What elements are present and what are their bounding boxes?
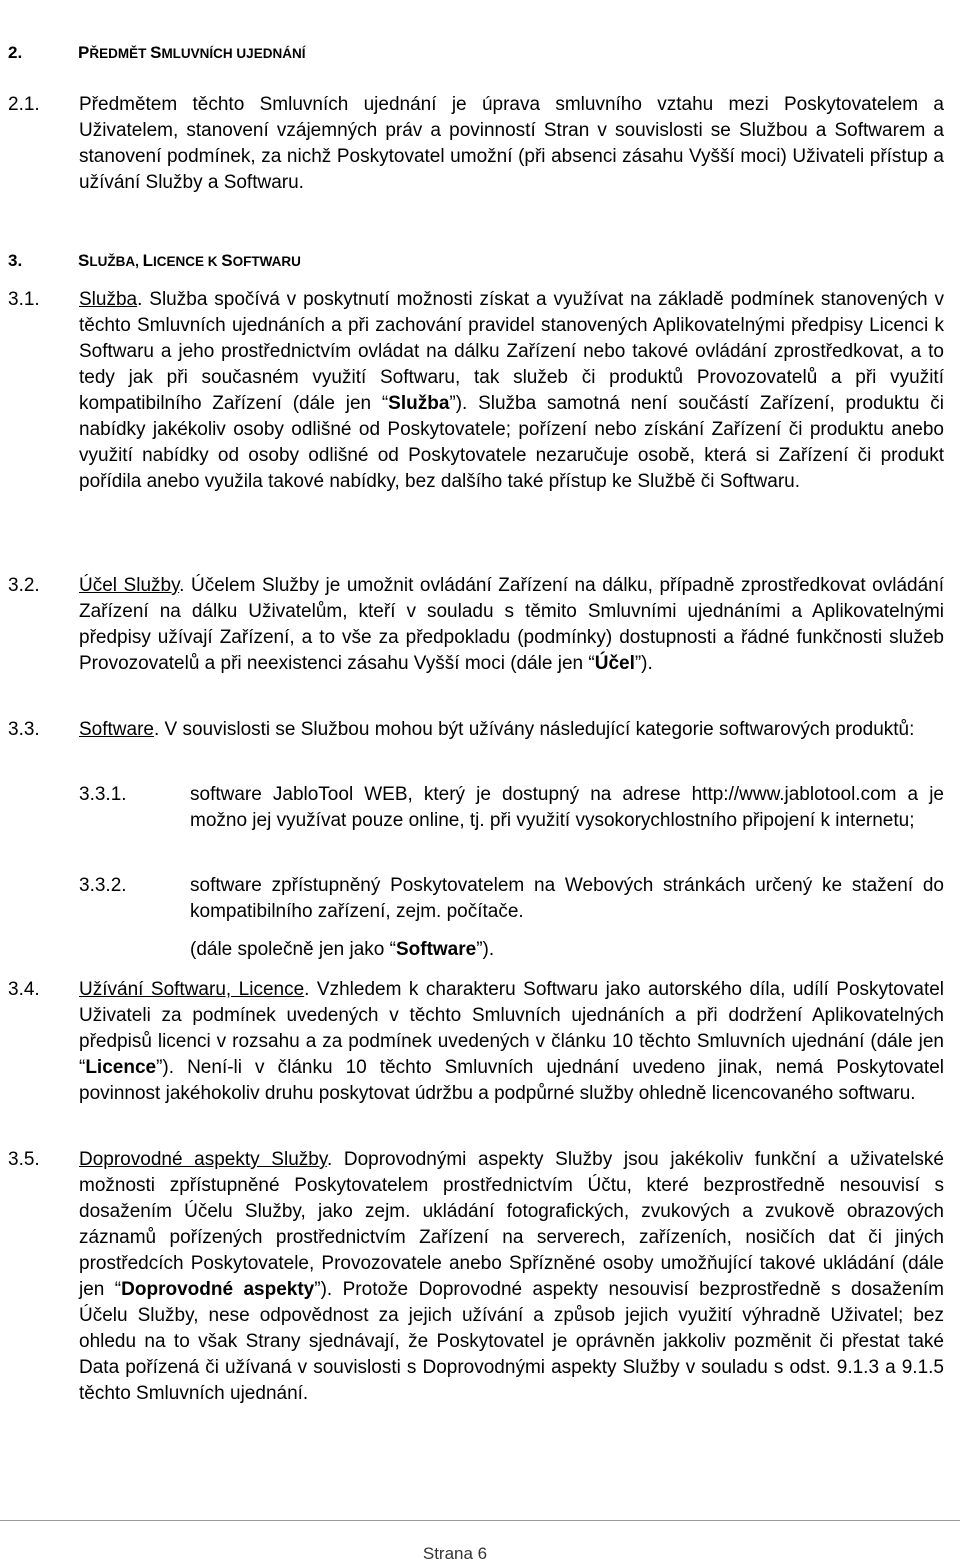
paragraph-3-3 bbox=[8, 717, 944, 777]
defined-term: Software bbox=[395, 939, 477, 960]
paragraph-number: 3.5. bbox=[8, 1149, 40, 1170]
paragraph-3-4 bbox=[8, 977, 944, 1137]
defined-term: Doprovodné aspekty bbox=[121, 1279, 315, 1300]
paragraph-text: Doprovodné aspekty Služby. Doprovodnými aspekty Služby jsou jakékoliv funkční a uživatelské možnosti zpřístupněné Poskytovatelem prostřednictvím Účtu, které bezprostředně nesouvisí s dosažením Účelu Služby, jako zejm. ukládání fotografických, zvukových a zvukově obrazových záznamů pořízených prostřednictvím Zařízení na serverech, zařízeních, nosičích dat či jiných prostředcích Poskytovatele, Provozovatele anebo Spřízněné osoby umožňující takové ukládání (dále jen “Doprovodné aspekty”). Protože Doprovodné aspekty nesouvisí bezprostředně s dosažením Účelu Služby, nese odpovědnost za jejich užívání a způsob jejich využití výhradně Uživatel; bez ohledu na to však Strany sjednávají, že Poskytovatel je oprávněn jakkoliv pozměnit či přestat také Data pořízená či užívaná v souvislosti s Doprovodnými aspekty Služby v souladu s odst. 9.1.3 a 9.1.5 těchto Smluvních ujednání. bbox=[79, 1149, 944, 1404]
paragraph-3-2 bbox=[8, 573, 944, 708]
subparagraph-3-3-1 bbox=[79, 782, 944, 866]
paragraph-text: Účel Služby. Účelem Služby je umožnit ovládání Zařízení na dálku, případně zprostředkovat ovládání Zařízení na dálku Uživatelům, kteří v souladu s těmito Smluvními ujednáními a Aplikovatelnými předpisy užívají Zařízení, a to vše za předpokladu (podmínky) dostupnosti a řádné funkčnosti služeb Provozovatelů a při neexistenci zásahu Vyšší moci (dále jen “Účel”). bbox=[79, 575, 944, 674]
paragraph-title: Účel Služby bbox=[79, 575, 180, 596]
section-3-heading: 3. SLUŽBA, LICENCE K SOFTWARU bbox=[8, 251, 301, 270]
paragraph-text: Užívání Softwaru, Licence. Vzhledem k charakteru Softwaru jako autorského díla, udílí Poskytovatel Uživateli za podmínek uvedených v těchto Smluvních ujednáních a při dodržení Aplikovatelných předpisů licenci v rozsahu a za podmínek uvedených v článku 10 těchto Smluvních ujednání (dále jen “Licence”). Není-li v článku 10 těchto Smluvních ujednání uvedeno jinak, nemá Poskytovatel povinnost jakéhokoliv druhu poskytovat údržbu a podpůrné služby ohledně licencovaného softwaru. bbox=[79, 979, 945, 1104]
paragraph-title: Služba bbox=[79, 289, 138, 310]
paragraph-3-5 bbox=[8, 1147, 944, 1467]
defined-term: Licence bbox=[85, 1057, 157, 1078]
section-number: 3. bbox=[8, 251, 23, 270]
paragraph-number: 3.3. bbox=[8, 719, 40, 740]
paragraph-text: Služba. Služba spočívá v poskytnutí možnosti získat a využívat na základě podmínek stanovených v těchto Smluvních ujednáních a při zachování pravidel stanovených Aplikovatelnými předpisy Licenci k Softwaru a jeho prostřednictvím ovládat na dálku Zařízení nebo takové ovládání zprostředkovat, a to tedy jak při současném využití Softwaru, tak služeb či produktů Provozovatelů a při využití kompatibilního Zařízení (dále jen “Služba”). Služba samotná není součástí Zařízení, produktu či nabídky jakékoliv osoby odlišné od Poskytovatele; pořízení nebo získání Zařízení či produktu anebo využití nabídky od osoby odlišné od Poskytovatele nezaručuje osobě, která si Zařízení či produkt pořídila anebo využila takové nabídky, bez dalšího také přístup ke Službě či Softwaru. bbox=[79, 289, 944, 492]
subparagraph-number: 3.3.1. bbox=[79, 784, 127, 805]
paragraph-number: 2.1. bbox=[8, 94, 40, 115]
paragraph-title: Užívání Softwaru, Licence bbox=[79, 979, 305, 1000]
paragraph-3-1 bbox=[8, 287, 944, 567]
paragraph-number: 3.1. bbox=[8, 289, 40, 310]
paragraph-title: Software bbox=[79, 719, 154, 740]
subparagraph-text: software zpřístupněný Poskytovatelem na Webových stránkách určený ke stažení do kompatibilního zařízení, zejm. počítače. bbox=[190, 875, 944, 922]
paragraph-2-1 bbox=[8, 92, 944, 227]
paragraph-text: Předmětem těchto Smluvních ujednání je úprava smluvního vztahu mezi Poskytovatelem a Uživatelem, stanovení vzájemných práv a povinností Stran v souvislosti se Službou a Softwarem a stanovení podmínek, za nichž Poskytovatel umožní (při absenci zásahu Vyšší moci) Uživateli přístup a užívání Služby a Softwaru. bbox=[79, 94, 944, 193]
defined-term: Účel bbox=[594, 653, 635, 674]
section-number: 2. bbox=[8, 43, 23, 62]
paragraph-text: Software. V souvislosti se Službou mohou být užívány následující kategorie softwarových produktů: bbox=[79, 719, 915, 740]
subparagraph-number: 3.3.2. bbox=[79, 875, 127, 896]
paragraph-title: Doprovodné aspekty Služby bbox=[79, 1149, 327, 1170]
section-2-heading: 2. PŘEDMĚT SMLUVNÍCH UJEDNÁNÍ bbox=[8, 43, 306, 62]
footer-divider bbox=[0, 1520, 960, 1521]
page-number: Strana 6 bbox=[422, 1544, 488, 1563]
subparagraph-3-3-2 bbox=[79, 873, 944, 933]
defined-term: Služba bbox=[388, 393, 450, 414]
subparagraph-text: software JabloTool WEB, který je dostupný na adrese http://www.jablotool.com a je možno jej využívat pouze online, tj. při využití vysokorychlostního připojení k internetu; bbox=[190, 784, 944, 831]
software-definition-note: (dále společně jen jako “Software”). bbox=[190, 939, 495, 960]
paragraph-number: 3.2. bbox=[8, 575, 40, 596]
paragraph-number: 3.4. bbox=[8, 979, 40, 1000]
